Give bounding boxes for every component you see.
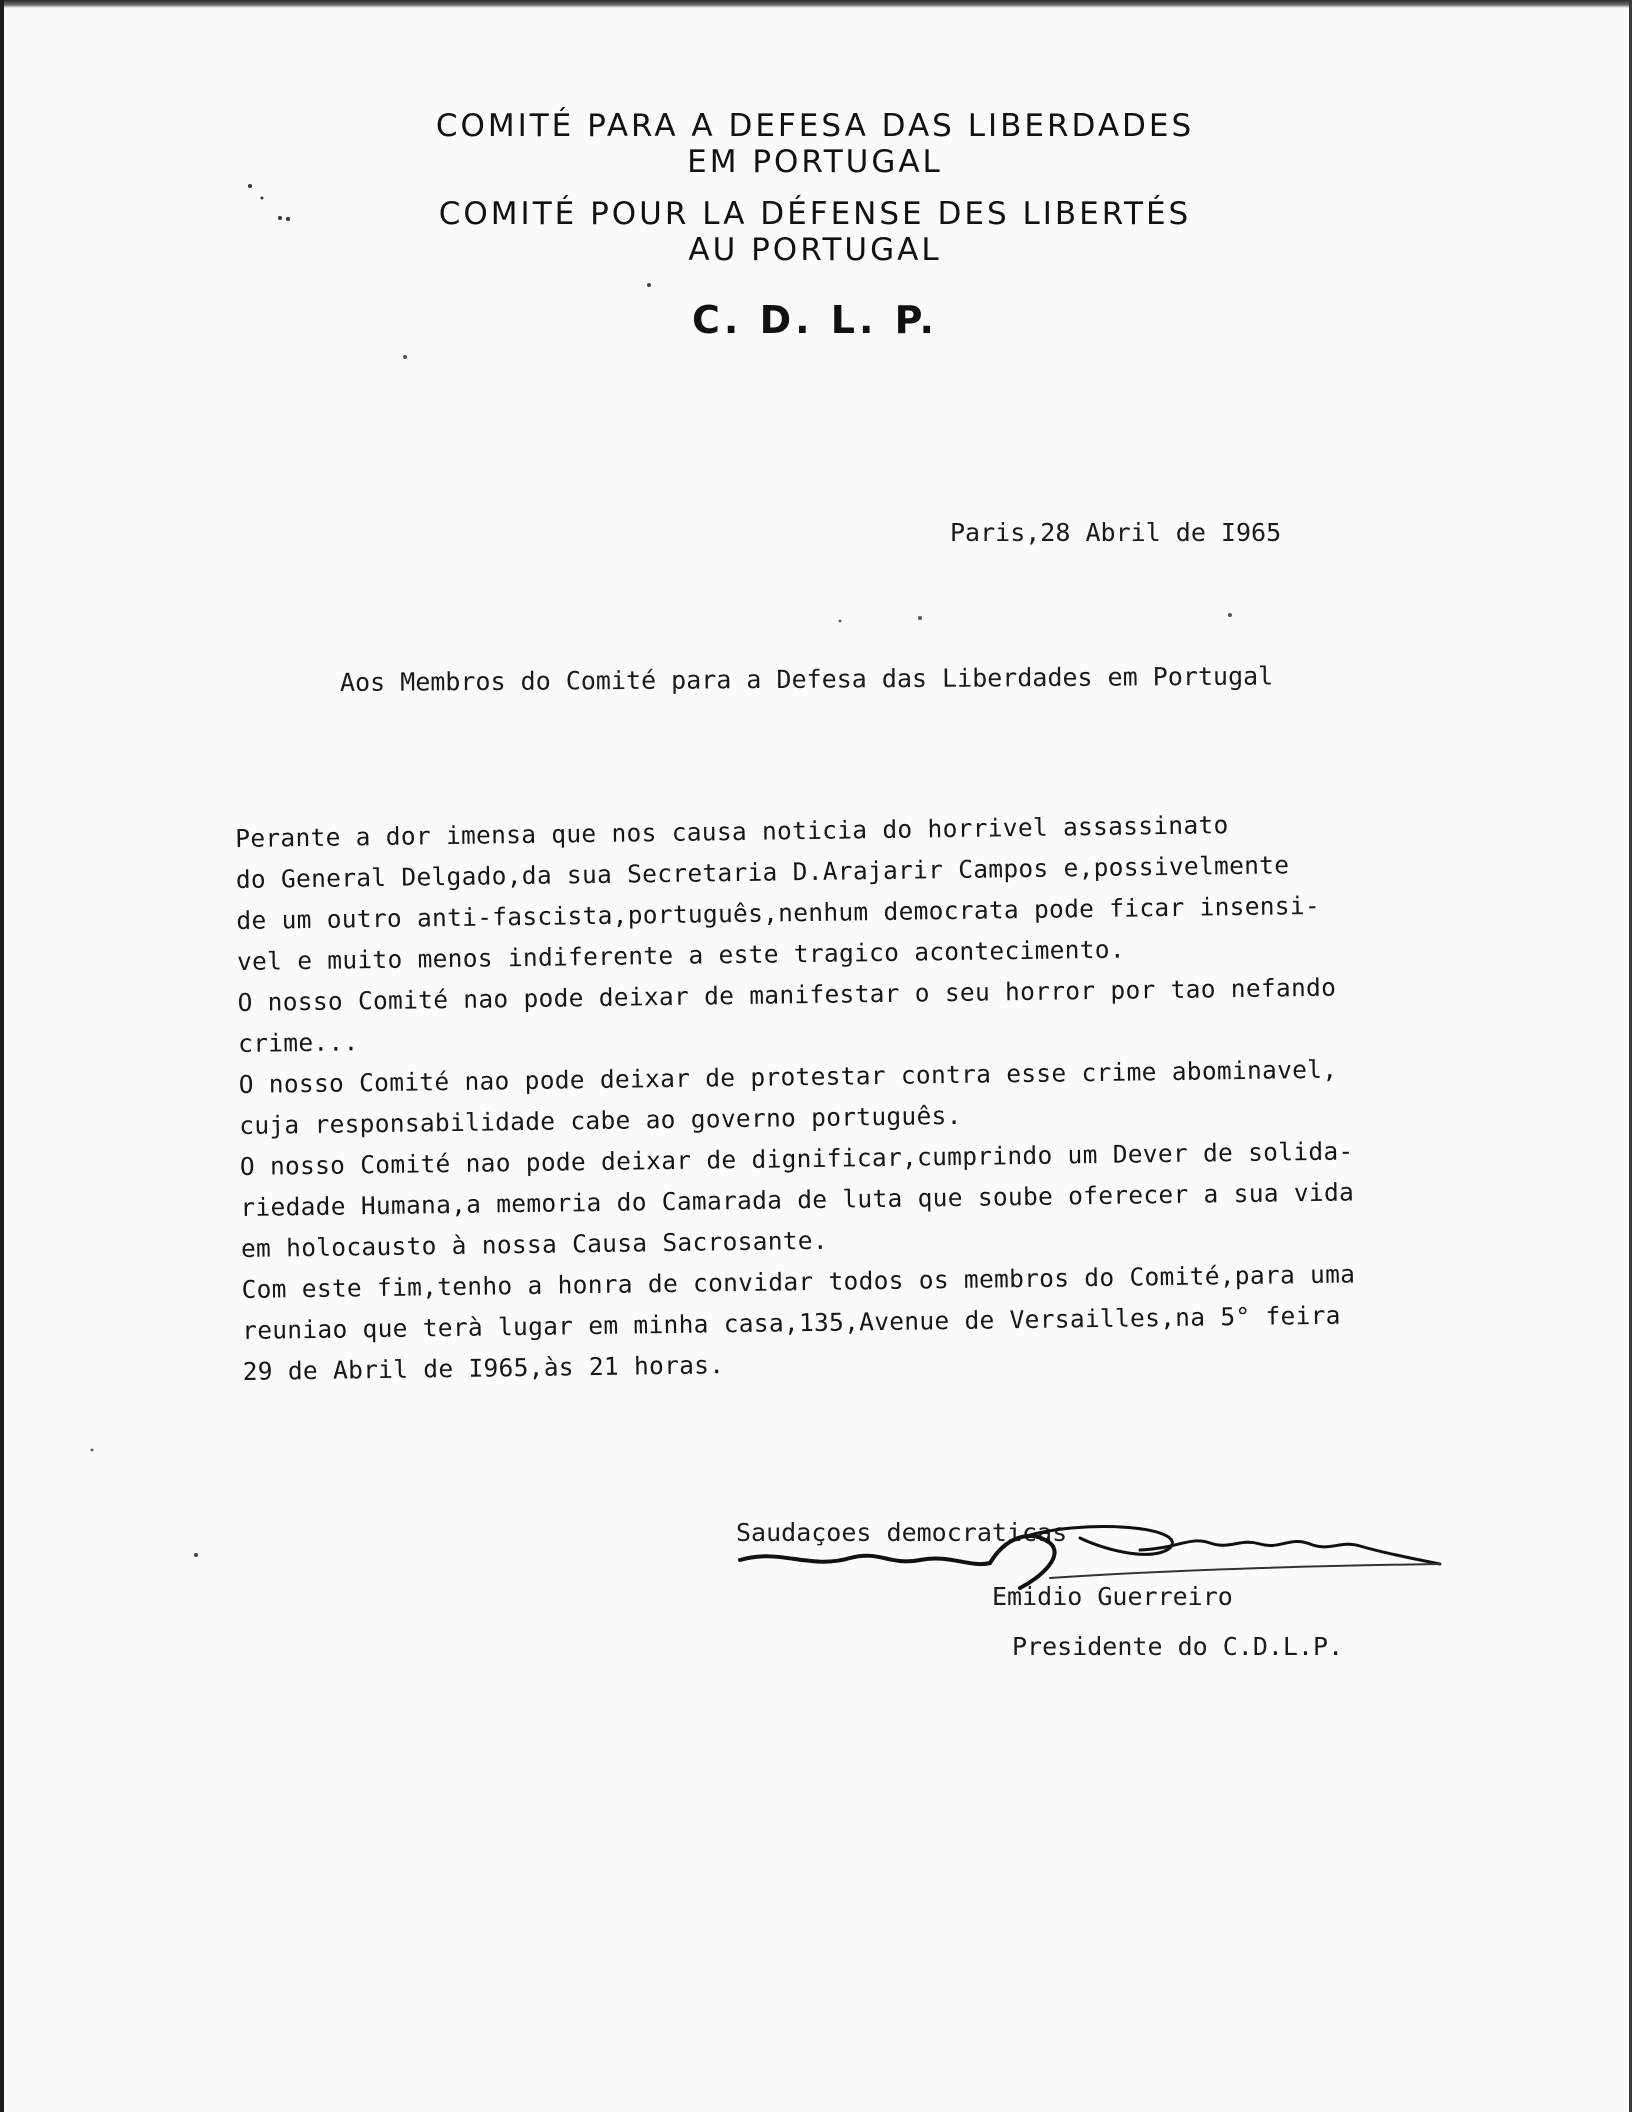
scan-edge-top — [0, 0, 1632, 8]
letterhead-fr-line2: AU PORTUGAL — [688, 232, 942, 268]
letterhead-pt-line1: COMITÉ PARA A DEFESA DAS LIBERDADES — [435, 108, 1195, 144]
letterhead-gap — [250, 180, 1380, 196]
body-line: Com este fim,tenho a honra de convidar todos os membros do Comité,para uma — [241, 1259, 1356, 1304]
body-line: cuja responsabilidade cabe ao governo português. — [239, 1100, 962, 1140]
body-line: riedade Humana,a memoria do Camarada de luta que soube oferecer a sua vida — [240, 1177, 1355, 1222]
letterhead — [250, 108, 1380, 342]
body-line: de um outro anti-fascista,português,nenhum democrata pode ficar insensi- — [236, 890, 1321, 935]
letterhead-abbreviation: C. D. L. P. — [692, 298, 938, 342]
body-line: reuniao que terà lugar em minha casa,135,Avenue de Versailles,na 5° feira — [241, 1300, 1341, 1345]
body-line: O nosso Comité nao pode deixar de dignificar,cumprindo um Dever de solida- — [239, 1136, 1354, 1181]
body-line: crime... — [237, 1027, 359, 1058]
body-line: O nosso Comité nao pode deixar de protestar contra esse crime abominavel, — [238, 1054, 1338, 1099]
signer-title: Presidente do C.D.L.P. — [1012, 1632, 1344, 1661]
body-line: em holocausto à nossa Causa Sacrosante. — [240, 1225, 829, 1263]
body-line: vel e muito menos indiferente a este tragico acontecimento. — [236, 934, 1126, 976]
letter-addressee: Aos Membros do Comité para a Defesa das Liberdades em Portugal — [339, 661, 1274, 697]
signer-name: Emidio Guerreiro — [992, 1582, 1233, 1611]
body-line: 29 de Abril de I965,às 21 horas. — [242, 1350, 725, 1386]
body-line: O nosso Comité nao pode deixar de manifestar o seu horror por tao nefando — [237, 972, 1337, 1017]
letterhead-pt-line2: EM PORTUGAL — [687, 144, 943, 180]
letter-body — [235, 799, 1603, 1392]
letter-closing: Saudaçoes democraticas — [736, 1518, 1068, 1547]
scan-edge-left — [0, 0, 4, 2112]
body-line: Perante a dor imensa que nos causa noticia do horrivel assassinato — [235, 810, 1229, 853]
body-line: do General Delgado,da sua Secretaria D.Arajarir Campos e,possivelmente — [235, 850, 1290, 894]
letterhead-fr-line1: COMITÉ POUR LA DÉFENSE DES LIBERTÉS — [438, 196, 1192, 232]
letter-date: Paris,28 Abril de I965 — [950, 518, 1282, 547]
